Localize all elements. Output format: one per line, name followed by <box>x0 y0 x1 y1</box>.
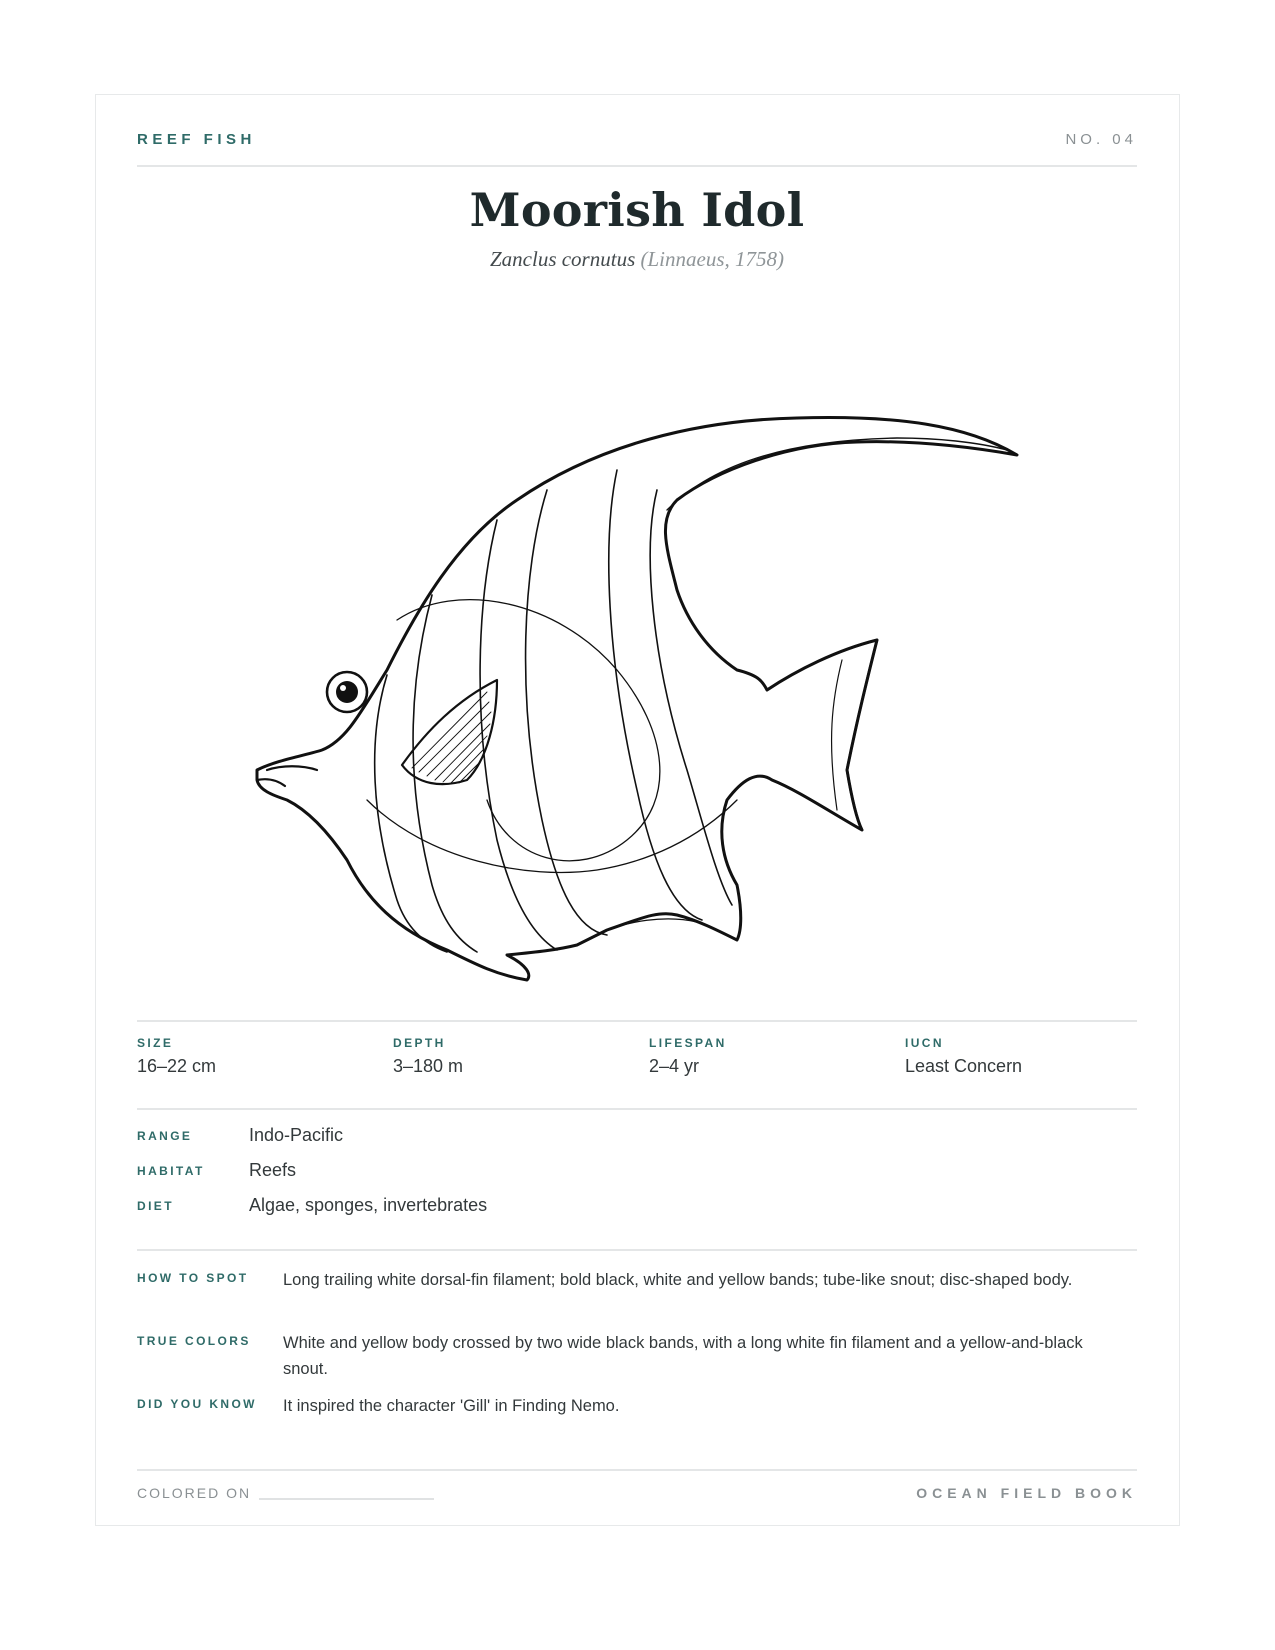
stat-iucn <box>905 1036 1145 1077</box>
page-footer <box>137 1483 1137 1503</box>
fact-diet <box>137 1195 1137 1225</box>
page-number: NO. 04 <box>1065 131 1137 148</box>
fish-band-6 <box>650 490 732 905</box>
stat-label: LIFESPAN <box>649 1036 727 1050</box>
note-label: HOW TO SPOT <box>137 1271 249 1285</box>
stat-label: IUCN <box>905 1036 944 1050</box>
coloring-page-card <box>95 94 1180 1526</box>
fish-eye-highlight <box>340 685 346 691</box>
category-label: REEF FISH <box>137 131 256 148</box>
stat-lifespan <box>649 1036 889 1077</box>
fact-label: DIET <box>137 1199 174 1213</box>
fish-band-3 <box>480 520 557 950</box>
stat-label: DEPTH <box>393 1036 446 1050</box>
colored-on-label: COLORED ON <box>137 1485 252 1501</box>
stat-size <box>137 1036 377 1077</box>
card-content <box>137 95 1137 1525</box>
note-label: DID YOU KNOW <box>137 1397 257 1411</box>
fact-value: Algae, sponges, invertebrates <box>249 1195 488 1215</box>
page-header <box>137 131 1137 151</box>
fish-eye-pupil <box>336 681 358 703</box>
colored-on-date-line <box>259 1498 434 1500</box>
stat-value: 16–22 cm <box>137 1056 217 1076</box>
note-text: Long trailing white dorsal-fin filament; bold black, white and yellow bands; tube-like snout; disc-shaped body. <box>283 1271 1073 1289</box>
fact-label: HABITAT <box>137 1164 205 1178</box>
fish-dorsal-filament <box>667 438 1007 510</box>
stat-value: 2–4 yr <box>649 1056 700 1076</box>
brand-label: OCEAN FIELD BOOK <box>916 1485 1137 1501</box>
stats-divider-bottom <box>137 1108 1137 1110</box>
species-name: Zanclus cornutus <box>489 247 636 271</box>
fish-tail-fin <box>767 640 877 830</box>
stat-label: SIZE <box>137 1036 174 1050</box>
fish-band-5 <box>609 470 702 920</box>
fish-band-2 <box>413 595 477 952</box>
stat-value: Least Concern <box>905 1056 1023 1076</box>
header-divider <box>137 165 1137 167</box>
fish-band-4 <box>526 490 607 935</box>
fact-value: Reefs <box>249 1160 297 1180</box>
stats-row <box>137 1020 1137 1090</box>
fact-range <box>137 1125 1137 1155</box>
fish-snout-detail <box>257 766 317 786</box>
species-authority: (Linnaeus, 1758) <box>640 247 784 271</box>
facts-divider <box>137 1249 1137 1251</box>
note-label: TRUE COLORS <box>137 1334 251 1348</box>
fact-label: RANGE <box>137 1129 193 1143</box>
page-title: Moorish Idol <box>469 183 805 237</box>
footer-divider <box>137 1469 1137 1471</box>
fact-value: Indo-Pacific <box>249 1125 344 1145</box>
stat-depth <box>393 1036 633 1077</box>
scientific-name <box>137 247 1137 272</box>
fish-tail-detail <box>832 660 842 810</box>
fact-habitat <box>137 1160 1137 1190</box>
note-text: It inspired the character 'Gill' in Finding Nemo. <box>283 1397 620 1415</box>
stat-value: 3–180 m <box>393 1056 464 1076</box>
fish-illustration <box>197 340 1077 1060</box>
note-text: White and yellow body crossed by two wide black bands, with a long white fin filament and a yellow-and-black snout. <box>283 1334 1083 1378</box>
